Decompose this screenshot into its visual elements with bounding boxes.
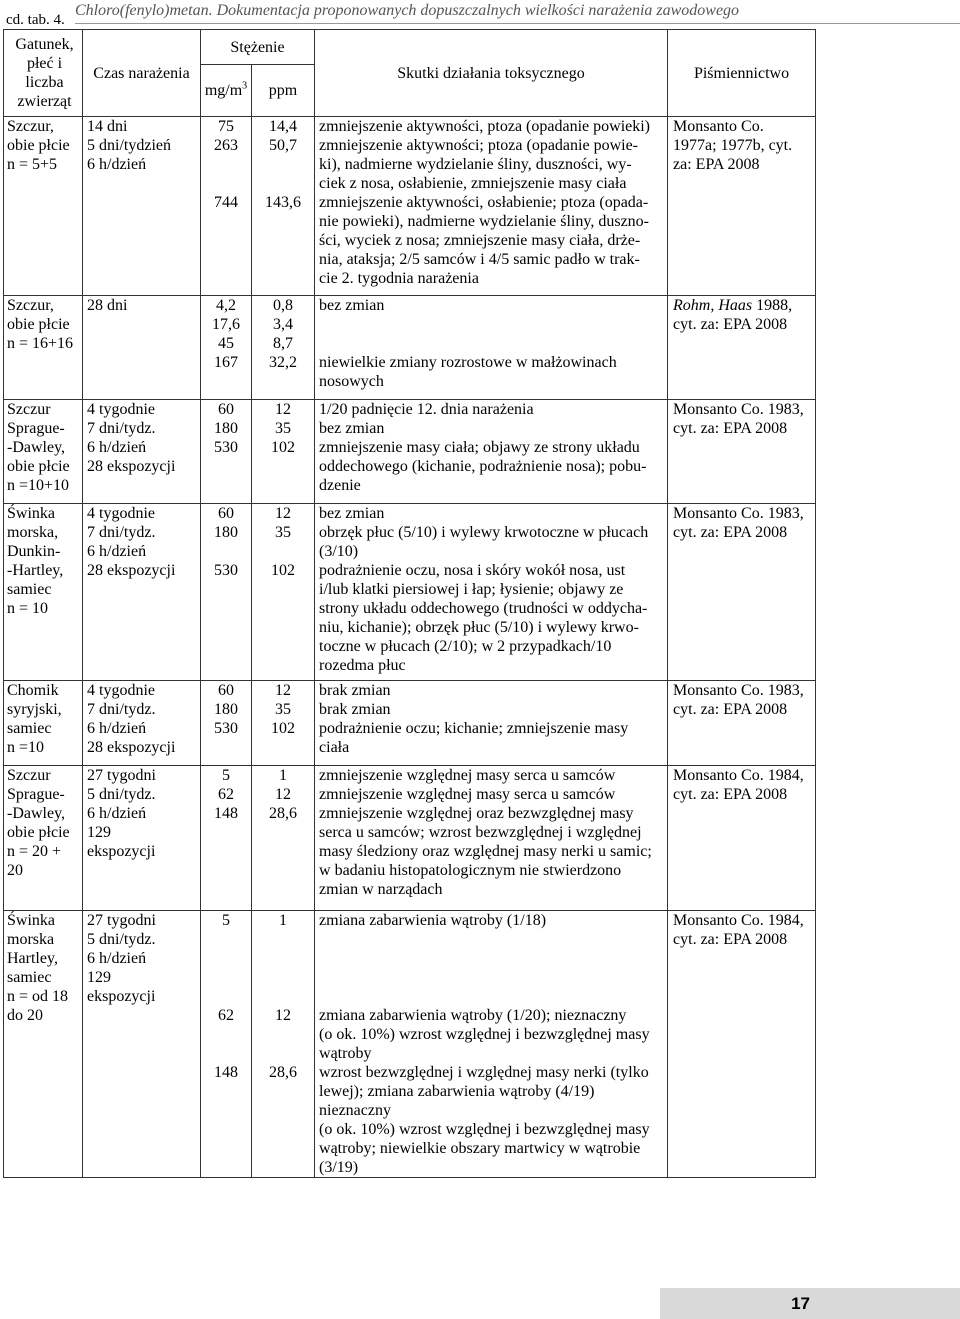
exposure-time-cell: 27 tygodni 5 dni/tydz. 6 h/dzień 129 ekspozycji: [83, 911, 201, 1178]
species-cell: Szczur Sprague- -Dawley, obie płcie n = 20 + 20: [4, 766, 83, 911]
mg-value-cell: 75 263 744: [201, 117, 252, 296]
reference-cell: Monsanto Co. 1977a; 1977b, cyt. za: EPA 2008: [668, 117, 816, 296]
table-row: [4, 504, 816, 681]
mg-value-cell: 60 180 530: [201, 504, 252, 681]
mg-value-cell: 60 180 530: [201, 400, 252, 504]
header-species: Gatunek, płeć i liczba zwierząt: [4, 30, 83, 117]
table-row: [4, 296, 816, 400]
ppm-value-cell: 12 35 102: [252, 504, 315, 681]
table-row: [4, 117, 816, 296]
table-continuation-label: cd. tab. 4.: [6, 12, 65, 28]
exposure-time-cell: 4 tygodnie 7 dni/tydz. 6 h/dzień 28 ekspozycji: [83, 681, 201, 766]
reference-cell: Monsanto Co. 1983, cyt. za: EPA 2008: [668, 504, 816, 681]
ppm-value-cell: 1 12 28,6: [252, 766, 315, 911]
species-cell: Świnka morska Hartley, samiec n = od 18 do 20: [4, 911, 83, 1178]
header-concentration: Stężenie: [201, 30, 315, 65]
species-cell: Szczur, obie płcie n = 16+16: [4, 296, 83, 400]
mg-value-cell: 5 62 148: [201, 766, 252, 911]
effects-cell: bez zmian obrzęk płuc (5/10) i wylewy krwotoczne w płucach (3/10) podrażnienie oczu, nosa i skóry wokół nosa, ust i/lub klatki piersiowej i łap; łysienie; objawy ze strony układu oddechowego (trudności w oddycha- niu, kichanie); obrzęk płuc (5/10) i wylewy krwo- toczne w płucach (2/10); w 2 przypadkach/10 rozedma płuc: [315, 504, 668, 681]
reference-cell: Monsanto Co. 1983, cyt. za: EPA 2008: [668, 681, 816, 766]
header-ppm-unit: ppm: [252, 65, 315, 117]
header-exposure-time: Czas narażenia: [83, 30, 201, 117]
effects-cell: 1/20 padnięcie 12. dnia narażenia bez zmian zmniejszenie masy ciała; objawy ze strony układu oddechowego (kichanie, podrażnienie nosa); pobu- dzenie: [315, 400, 668, 504]
table-row: [4, 766, 816, 911]
header-effects: Skutki działania toksycznego: [315, 30, 668, 117]
page-footer: [660, 1288, 960, 1319]
ppm-value-cell: 1 12 28,6: [252, 911, 315, 1178]
ppm-value-cell: 12 35 102: [252, 681, 315, 766]
header-references: Piśmiennictwo: [668, 30, 816, 117]
document-title: Chloro(fenylo)metan. Dokumentacja proponowanych dopuszczalnych wielkości narażenia zawodowego: [75, 2, 740, 19]
mg-value-cell: 60 180 530: [201, 681, 252, 766]
exposure-time-cell: 4 tygodnie 7 dni/tydz. 6 h/dzień 28 ekspozycji: [83, 504, 201, 681]
header-rule: [75, 23, 960, 24]
effects-cell: zmniejszenie aktywności, ptoza (opadanie powieki) zmniejszenie aktywności; ptoza (opadanie powie- ki), nadmierne wydzielanie śliny, duszności, wy- ciek z nosa, osłabienie, zmniejszenie masy ciała zmniejszenie aktywności, osłabienie; ptoza (opada- nie powieki), nadmierne wydzielanie śliny, duszno- ści, wyciek z nosa; zmniejszenie masy ciała, drże- nia, ataksja; 2/5 samców i 4/5 samic padło w trak- cie 2. tygodnia narażenia: [315, 117, 668, 296]
effects-cell: zmiana zabarwienia wątroby (1/18) zmiana zabarwienia wątroby (1/20); nieznaczny (o ok. 10%) wzrost względnej i bezwzględnej masy wątroby wzrost bezwzględnej i względnej masy nerki (tylko lewej); zmiana zabarwienia wątroby (4/19) nieznaczny (o ok. 10%) wzrost względnej i bezwzględnej masy wątroby; niewielkie obszary martwicy w wątrobie (3/19): [315, 911, 668, 1178]
reference-cell: Monsanto Co. 1983, cyt. za: EPA 2008: [668, 400, 816, 504]
exposure-time-cell: 4 tygodnie 7 dni/tydz. 6 h/dzień 28 ekspozycji: [83, 400, 201, 504]
ppm-value-cell: 14,4 50,7 143,6: [252, 117, 315, 296]
effects-cell: zmniejszenie względnej masy serca u samców zmniejszenie względnej masy serca u samców zmniejszenie względnej oraz bezwzględnej masy serca u samców; wzrost bezwzględnej i względnej masy śledziony oraz względnej masy nerki u samic; w badaniu histopatologicznym nie stwierdzono zmian w narządach: [315, 766, 668, 911]
table-row: [4, 400, 816, 504]
mg-value-cell: 4,2 17,6 45 167: [201, 296, 252, 400]
table-row: [4, 911, 816, 1178]
reference-authors: Rohm, Haas: [673, 297, 753, 314]
reference-cell: [668, 296, 816, 400]
mg-value-cell: 5 62 148: [201, 911, 252, 1178]
ppm-value-cell: 0,8 3,4 8,7 32,2: [252, 296, 315, 400]
page-number: 17: [791, 1294, 810, 1313]
effects-cell: brak zmian brak zmian podrażnienie oczu; kichanie; zmniejszenie masy ciała: [315, 681, 668, 766]
reference-rest: 1988, cyt. za: EPA 2008: [673, 297, 793, 333]
header-mg-unit: $mg/m^3$: [201, 65, 252, 117]
species-cell: Szczur Sprague- -Dawley, obie płcie n =10+10: [4, 400, 83, 504]
species-cell: Świnka morska, Dunkin- -Hartley, samiec n = 10: [4, 504, 83, 681]
exposure-time-cell: 14 dni 5 dni/tydzień 6 h/dzień: [83, 117, 201, 296]
exposure-time-cell: 27 tygodni 5 dni/tydz. 6 h/dzień 129 ekspozycji: [83, 766, 201, 911]
table-row: [4, 681, 816, 766]
species-cell: Chomik syryjski, samiec n =10: [4, 681, 83, 766]
toxicity-table: [3, 29, 816, 1178]
exposure-time-cell: 28 dni: [83, 296, 201, 400]
ppm-value-cell: 12 35 102: [252, 400, 315, 504]
reference-cell: Monsanto Co. 1984, cyt. za: EPA 2008: [668, 766, 816, 911]
species-cell: Szczur, obie płcie n = 5+5: [4, 117, 83, 296]
page-header: [0, 0, 960, 28]
reference-cell: Monsanto Co. 1984, cyt. za: EPA 2008: [668, 911, 816, 1178]
effects-cell: bez zmian niewielkie zmiany rozrostowe w małżowinach nosowych: [315, 296, 668, 400]
